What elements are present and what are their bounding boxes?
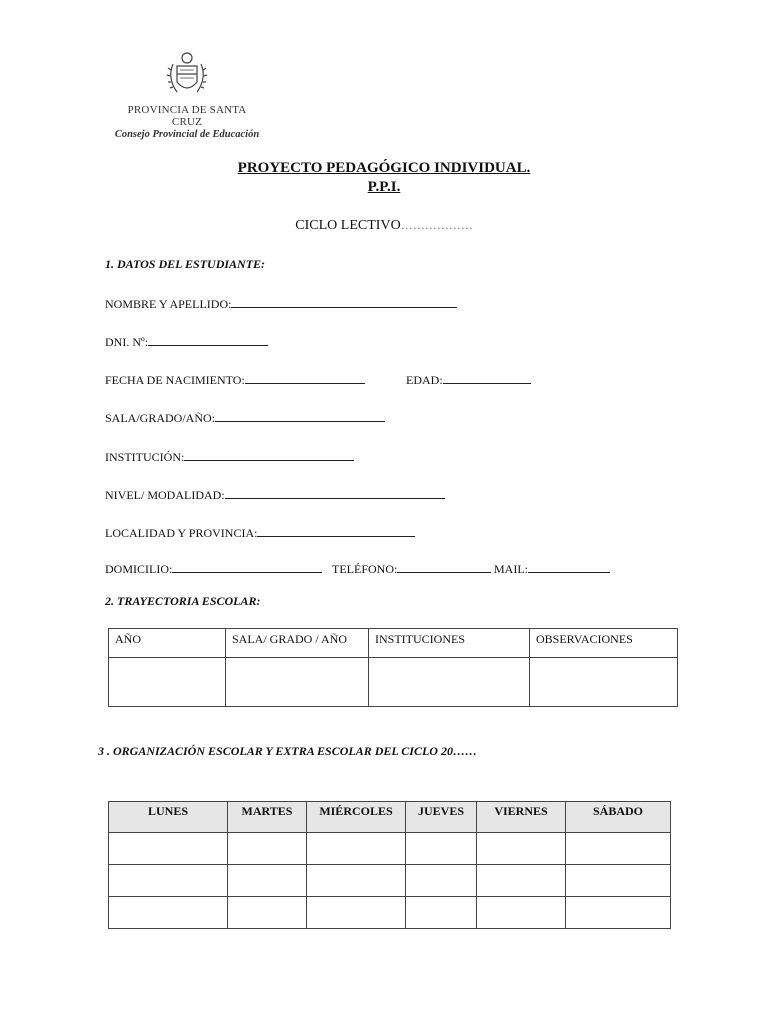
table-cell[interactable] <box>369 658 530 707</box>
table-cell[interactable] <box>307 865 406 897</box>
trayectoria-table <box>108 628 678 707</box>
header-logo <box>112 50 262 140</box>
ciclo-label: CICLO LECTIVO <box>295 218 401 233</box>
table-cell[interactable] <box>406 833 477 865</box>
table-header-row <box>109 629 678 658</box>
table-cell[interactable] <box>477 897 566 929</box>
table-cell[interactable] <box>109 865 228 897</box>
field-nombre <box>105 295 457 312</box>
field-dni <box>105 333 268 350</box>
field-edad <box>406 371 531 388</box>
table-cell[interactable] <box>566 897 671 929</box>
table-row <box>109 865 671 897</box>
col-ano: AÑO <box>109 629 226 658</box>
field-sala-label: SALA/GRADO/AÑO: <box>105 411 216 425</box>
field-telefono-label: TELÉFONO: <box>332 562 398 576</box>
table-header-row <box>109 802 671 833</box>
col-observaciones: OBSERVACIONES <box>530 629 678 658</box>
field-nivel-input[interactable] <box>225 486 445 499</box>
field-localidad <box>105 524 415 541</box>
section-1-heading: 1. DATOS DEL ESTUDIANTE: <box>105 257 266 271</box>
field-fecha <box>105 371 365 388</box>
field-nivel <box>105 486 445 503</box>
field-nombre-label: NOMBRE Y APELLIDO: <box>105 297 232 311</box>
section-2-heading: 2. TRAYECTORIA ESCOLAR: <box>105 594 261 608</box>
table-cell[interactable] <box>109 897 228 929</box>
field-mail-label: MAIL: <box>494 562 528 576</box>
col-lunes: LUNES <box>109 802 228 833</box>
col-instituciones: INSTITUCIONES <box>369 629 530 658</box>
field-localidad-input[interactable] <box>257 524 415 537</box>
table-row <box>109 897 671 929</box>
council-name: Consejo Provincial de Educación <box>114 129 260 140</box>
field-institucion <box>105 448 354 465</box>
field-sala-input[interactable] <box>215 409 385 422</box>
table-cell[interactable] <box>566 865 671 897</box>
table-cell[interactable] <box>406 865 477 897</box>
field-institucion-label: INSTITUCIÓN: <box>105 450 185 464</box>
field-nombre-input[interactable] <box>231 295 457 308</box>
table-cell[interactable] <box>566 833 671 865</box>
field-fecha-label: FECHA DE NACIMIENTO: <box>105 373 245 387</box>
schedule-table <box>108 801 671 929</box>
title-line-1: PROYECTO PEDAGÓGICO INDIVIDUAL. <box>237 160 531 176</box>
table-cell[interactable] <box>109 833 228 865</box>
field-institucion-input[interactable] <box>184 448 354 461</box>
table-cell[interactable] <box>477 865 566 897</box>
field-dni-input[interactable] <box>148 333 268 346</box>
section-3-heading: 3 . ORGANIZACIÓN ESCOLAR Y EXTRA ESCOLAR DEL CICLO 20…… <box>98 744 477 758</box>
col-sabado: SÁBADO <box>566 802 671 833</box>
title-line-2: P.P.I. <box>367 179 401 195</box>
coat-of-arms-icon <box>165 50 209 100</box>
col-sala-grado: SALA/ GRADO / AÑO <box>226 629 369 658</box>
table-cell[interactable] <box>530 658 678 707</box>
table-cell[interactable] <box>226 658 369 707</box>
ciclo-lectivo <box>0 218 768 234</box>
field-edad-label: EDAD: <box>406 373 443 387</box>
field-domicilio <box>105 560 322 577</box>
table-cell[interactable] <box>406 897 477 929</box>
ciclo-dots: ……………… <box>400 218 473 232</box>
field-dni-label: DNI. Nº: <box>105 335 149 349</box>
table-cell[interactable] <box>109 658 226 707</box>
field-mail-input[interactable] <box>528 560 610 573</box>
field-sala <box>105 409 385 426</box>
col-martes: MARTES <box>228 802 307 833</box>
province-name: PROVINCIA DE SANTA CRUZ <box>127 104 247 128</box>
table-cell[interactable] <box>477 833 566 865</box>
field-telefono <box>332 560 491 577</box>
field-fecha-input[interactable] <box>245 371 365 384</box>
field-mail <box>494 560 610 577</box>
page-title <box>0 160 768 196</box>
table-cell[interactable] <box>228 897 307 929</box>
col-viernes: VIERNES <box>477 802 566 833</box>
field-domicilio-input[interactable] <box>172 560 322 573</box>
table-cell[interactable] <box>307 897 406 929</box>
field-localidad-label: LOCALIDAD Y PROVINCIA: <box>105 526 258 540</box>
table-row <box>109 833 671 865</box>
table-cell[interactable] <box>307 833 406 865</box>
col-miercoles: MIÉRCOLES <box>307 802 406 833</box>
field-nivel-label: NIVEL/ MODALIDAD: <box>105 488 225 502</box>
col-jueves: JUEVES <box>406 802 477 833</box>
table-cell[interactable] <box>228 865 307 897</box>
table-cell[interactable] <box>228 833 307 865</box>
table-row <box>109 658 678 707</box>
field-telefono-input[interactable] <box>397 560 491 573</box>
field-domicilio-label: DOMICILIO: <box>105 562 173 576</box>
field-edad-input[interactable] <box>443 371 531 384</box>
